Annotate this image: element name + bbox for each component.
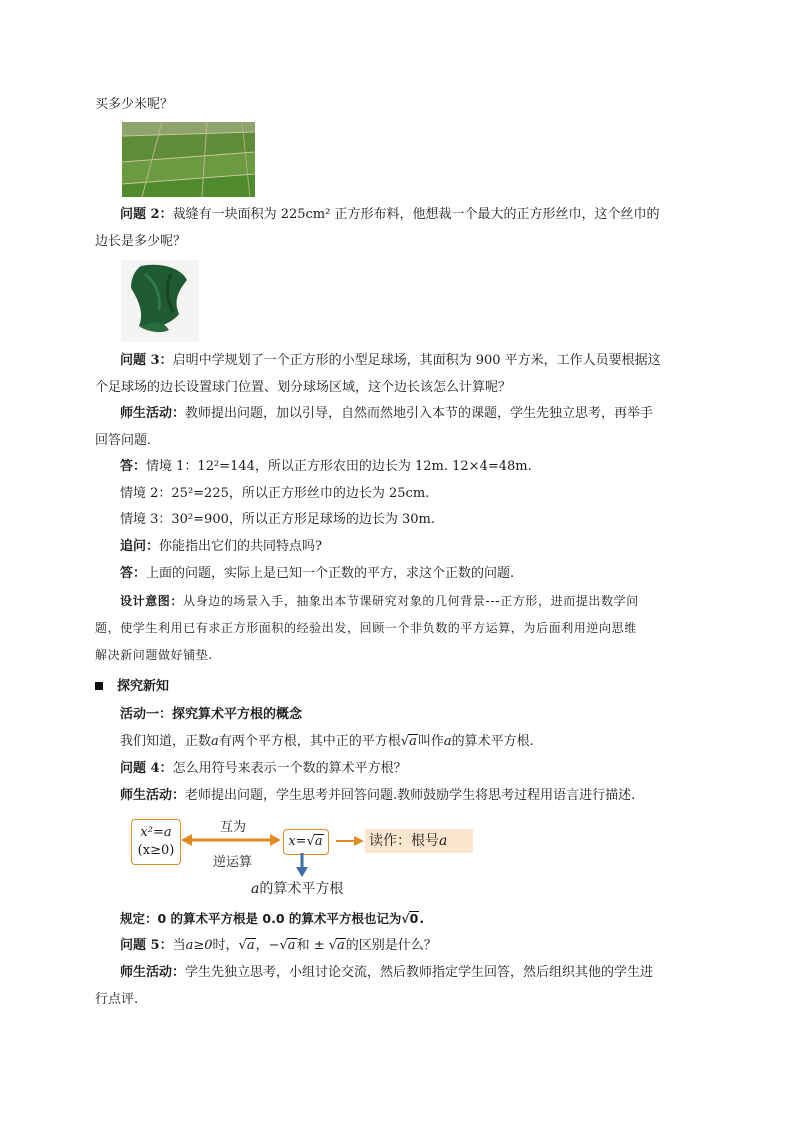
square-equation-box: x²=a (x≥0)	[131, 819, 181, 865]
question-2-cont: 边长是多少呢？	[95, 234, 187, 249]
concept-line: 我们知道，正数a有两个平方根，其中正的平方根√a叫作a的算术平方根.	[120, 734, 534, 749]
square-bullet-icon	[95, 682, 103, 690]
activity-1-cont: 回答问题．	[95, 433, 161, 448]
section-heading: 探究新知	[95, 678, 169, 696]
activity-3: 师生活动：学生先独立思考，小组讨论交流，然后教师指定学生回答，然后组织其他的学生进	[120, 965, 654, 980]
activity-2: 师生活动：老师提出问题，学生思考并回答问题.教师鼓励学生将思考过程用语言进行描述.	[120, 788, 636, 803]
sqrt-icon: √	[401, 911, 410, 926]
design-intent-l2: 题，使学生利用已有求正方形面积的经验出发，回顾一个非负数的平方运算，为后面利用逆向思维	[95, 621, 637, 635]
sqrt-equation-box: x=√a	[283, 829, 329, 855]
rule-line: 规定：0 的算术平方根是 0.0 的算术平方根也记为√0.	[120, 911, 425, 926]
sqrt-meaning-label: a的算术平方根	[251, 881, 344, 897]
farmland-photo	[122, 122, 255, 197]
sqrt-icon: √	[279, 938, 288, 953]
question-2: 问题 2：裁缝有一块面积为 225cm² 正方形布料，他想裁一个最大的正方形丝巾，这个丝巾的	[120, 207, 660, 222]
arrow-right-icon	[336, 834, 364, 848]
answer-scenario-1: 答：情境 1：12²=144，所以正方形农田的边长为 12m. 12×4=48m.	[120, 459, 532, 474]
arrow-down-icon	[295, 853, 309, 877]
design-intent-l3: 解决新问题做好铺垫.	[95, 648, 213, 662]
question-3-cont: 个足球场的边长设置球门位置、划分球场区域，这个边长该怎么计算呢？	[95, 380, 512, 395]
design-intent: 设计意图：从身边的场景入手，抽象出本节课研究对象的几何背景---正方形，进而提出数学问	[120, 594, 639, 608]
question-5: 问题 5：当a≥0时，√a，−√a和 ± √a的区别是什么？	[120, 938, 437, 953]
text-line-top: 买多少米呢？	[95, 97, 174, 112]
answer-scenario-3: 情境 3：30²=900，所以正方形足球场的边长为 30m.	[120, 512, 435, 527]
scarf-photo	[121, 260, 199, 342]
follow-up-question: 追问：你能指出它们的共同特点吗?	[120, 539, 322, 554]
sqrt-icon: √	[328, 938, 338, 953]
activity-one-title: 活动一：探究算术平方根的概念	[120, 707, 303, 722]
sqrt-icon: √	[306, 834, 315, 849]
question-3: 问题 3：启明中学规划了一个正方形的小型足球场，其面积为 900 平方米，工作人员要根据这	[120, 353, 661, 368]
sqrt-icon: √	[400, 734, 410, 749]
question-4: 问题 4：怎么用符号来表示一个数的算术平方根？	[120, 761, 407, 776]
activity-3-cont: 行点评.	[95, 992, 139, 1007]
reading-label: 读作：根号a	[365, 829, 473, 853]
sqrt-icon: √	[238, 938, 247, 953]
answer-2: 答：上面的问题，实际上是已知一个正数的平方，求这个正数的问题.	[120, 566, 515, 581]
answer-scenario-2: 情境 2：25²=225，所以正方形丝巾的边长为 25cm.	[120, 486, 430, 501]
sqrt-concept-diagram: x²=a (x≥0) 互为 逆运算 x=√a 读作：根号a a的算术平方根	[131, 818, 491, 902]
activity-1: 师生活动：教师提出问题，加以引导，自然而然地引入本节的课题，学生先独立思考，再举手	[120, 406, 654, 421]
